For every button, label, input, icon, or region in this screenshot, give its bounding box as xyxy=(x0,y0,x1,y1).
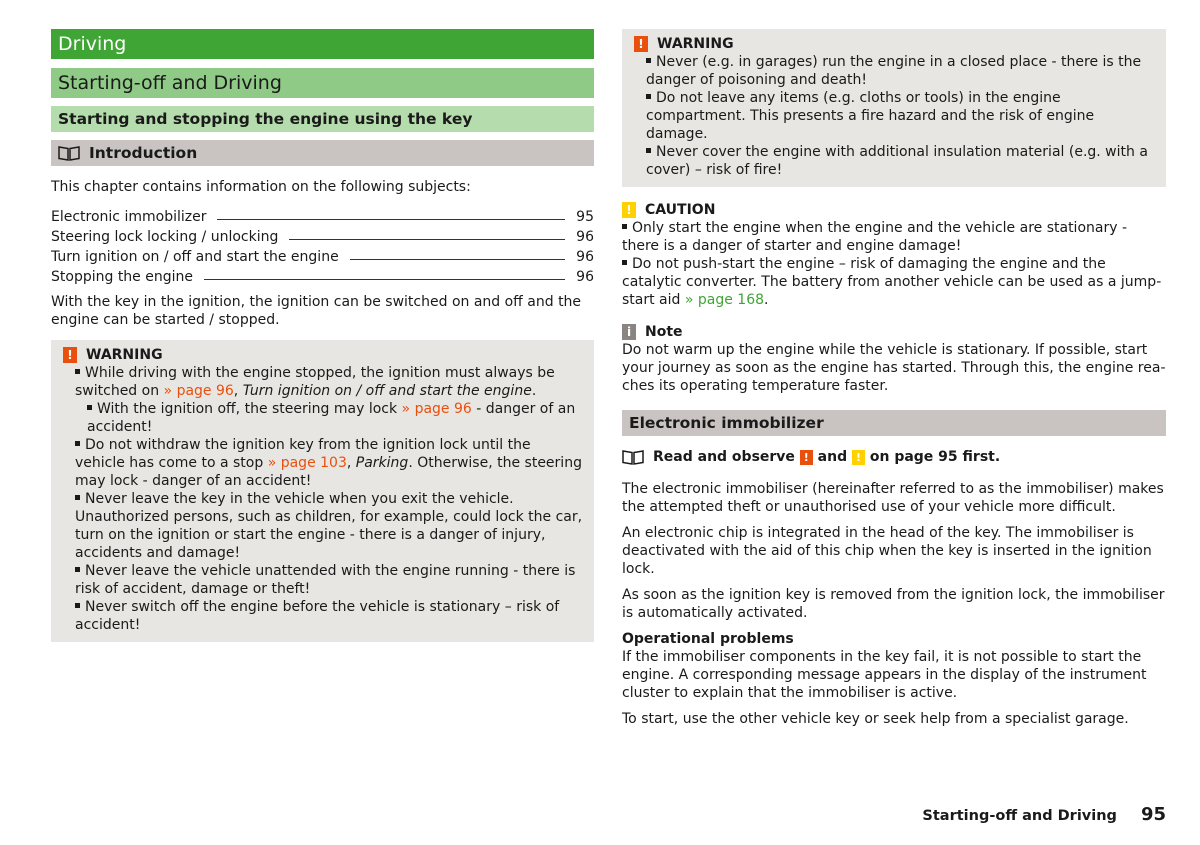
caution-icon: ! xyxy=(622,202,636,218)
toc-row[interactable] xyxy=(51,245,594,265)
warning-item: Never (e.g. in garages) run the engine in a closed place - there is the danger of poisoning and death! xyxy=(646,54,1142,88)
body-paragraph: The electronic immobiliser (hereinafter referred to as the immobiliser) makes the attempted theft or unauthorised use of your vehicle more difficult. xyxy=(622,481,1164,515)
body-paragraph: As soon as the ignition key is removed from the ignition lock, the immobiliser is automatically activated. xyxy=(622,587,1165,621)
intro-text: This chapter contains information on the following subjects: xyxy=(51,179,471,195)
bullet-icon xyxy=(646,94,651,99)
toc-row[interactable] xyxy=(51,225,594,245)
introduction-heading xyxy=(51,140,594,166)
left-column xyxy=(51,29,594,642)
read-suffix: on page 95 first. xyxy=(869,449,1001,465)
book-icon xyxy=(622,449,644,465)
introduction-label: Introduction xyxy=(89,144,198,162)
warning-icon: ! xyxy=(63,347,77,363)
note-title: Note xyxy=(645,324,683,340)
toc-leader xyxy=(289,239,565,240)
warning-item: Do not withdraw the ignition key from the ignition lock until the vehicle has come to a stop » page 103, Parking. Otherwise, the steering may lock - danger of an accident! xyxy=(75,437,582,489)
warning-header xyxy=(634,35,1156,53)
caution-item: Do not push-start the engine – risk of damaging the engine and the catalytic converter. The battery from another vehicle can be used as a jump-start aid » page 168. xyxy=(622,256,1162,308)
toc-label: Stopping the engine xyxy=(51,269,193,285)
warning-item: Do not leave any items (e.g. cloths or tools) in the engine compartment. This presents a fire hazard and the risk of engine damage. xyxy=(646,90,1095,142)
bullet-icon xyxy=(75,441,80,446)
bullet-icon xyxy=(75,369,80,374)
toc-row[interactable] xyxy=(51,205,594,225)
caution-item: Only start the engine when the engine and the vehicle are stationary - there is a danger of starter and engine damage! xyxy=(622,220,1128,254)
read-and-observe xyxy=(622,447,1166,467)
chapter-heading: Driving xyxy=(51,29,594,59)
bullet-icon xyxy=(75,567,80,572)
caution-icon: ! xyxy=(852,450,865,465)
page-link[interactable]: » page 96 xyxy=(401,401,472,417)
body-paragraph: If the immobiliser components in the key fail, it is not possible to start the engine. A corresponding message appears in the display of the instrument cluster to explain that the immobiliser is active. xyxy=(622,649,1147,701)
caution-header xyxy=(622,201,1166,219)
toc-row[interactable] xyxy=(51,265,594,285)
warning-box xyxy=(51,340,594,642)
read-and: and xyxy=(817,449,848,465)
bullet-icon xyxy=(646,58,651,63)
toc-page: 96 xyxy=(576,229,594,245)
page-link[interactable]: » page 103 xyxy=(267,455,347,471)
warning-item: Never leave the key in the vehicle when you exit the vehicle. Unauthorized persons, such as children, for example, could lock the car, turn on the ignition or start the engine - there is a danger of injury, accidents and damage! xyxy=(75,491,583,561)
note-header xyxy=(622,323,1166,341)
note-text: Do not warm up the engine while the vehicle is stationary. If possible, start your journey as soon as the engine has started. Through this, the engine reaches its operating temperature faster. xyxy=(622,342,1166,394)
bullet-icon xyxy=(646,148,651,153)
bullet-icon xyxy=(622,224,627,229)
page-footer xyxy=(922,804,1166,825)
warning-box xyxy=(622,29,1166,187)
subheading: Operational problems xyxy=(622,631,794,647)
bullet-icon xyxy=(75,603,80,608)
toc-label: Electronic immobilizer xyxy=(51,209,207,225)
warning-header xyxy=(63,346,584,364)
body-paragraph: With the key in the ignition, the ignition can be switched on and off and the engine can be started / stopped. xyxy=(51,294,582,328)
table-of-contents xyxy=(51,205,594,285)
body-paragraph: To start, use the other vehicle key or seek help from a specialist garage. xyxy=(622,711,1129,727)
page-link[interactable]: » page 96 xyxy=(163,383,234,399)
toc-page: 96 xyxy=(576,249,594,265)
bullet-icon xyxy=(75,495,80,500)
bullet-icon xyxy=(87,405,92,410)
footer-title: Starting-off and Driving xyxy=(922,808,1117,824)
warning-subitem: With the ignition off, the steering may lock » page 96 - danger of an accident! xyxy=(87,401,576,435)
warning-icon: ! xyxy=(634,36,648,52)
warning-item: Never leave the vehicle unattended with the engine running - there is risk of accident, damage or theft! xyxy=(75,563,576,597)
toc-page: 96 xyxy=(576,269,594,285)
read-label: Read and observe xyxy=(653,449,795,465)
toc-leader xyxy=(204,279,565,280)
warning-title: WARNING xyxy=(86,347,163,363)
right-column xyxy=(622,29,1166,728)
toc-leader xyxy=(217,219,565,220)
warning-title: WARNING xyxy=(657,36,734,52)
section-heading: Starting-off and Driving xyxy=(51,68,594,98)
warning-icon: ! xyxy=(800,450,813,465)
toc-label: Turn ignition on / off and start the engine xyxy=(51,249,339,265)
warning-item: While driving with the engine stopped, the ignition must always be switched on » page 96, Turn ignition on / off and start the engine. xyxy=(75,365,555,399)
book-icon xyxy=(58,145,80,161)
page-link[interactable]: » page 168 xyxy=(684,292,765,308)
bullet-icon xyxy=(622,260,627,265)
toc-leader xyxy=(350,259,565,260)
toc-label: Steering lock locking / unlocking xyxy=(51,229,279,245)
section-heading: Electronic immobilizer xyxy=(622,410,1166,436)
info-icon: i xyxy=(622,324,636,340)
caution-title: CAUTION xyxy=(645,202,716,218)
page-number: 95 xyxy=(1140,804,1166,825)
subsection-heading: Starting and stopping the engine using the key xyxy=(51,106,594,132)
warning-item: Never cover the engine with additional insulation material (e.g. with a cover) – risk of fire! xyxy=(646,144,1148,178)
toc-page: 95 xyxy=(576,209,594,225)
warning-item: Never switch off the engine before the vehicle is stationary – risk of accident! xyxy=(75,599,560,633)
body-paragraph: An electronic chip is integrated in the head of the key. The immobiliser is deactivated with the aid of this chip when the key is inserted in the ignition lock. xyxy=(622,525,1152,577)
